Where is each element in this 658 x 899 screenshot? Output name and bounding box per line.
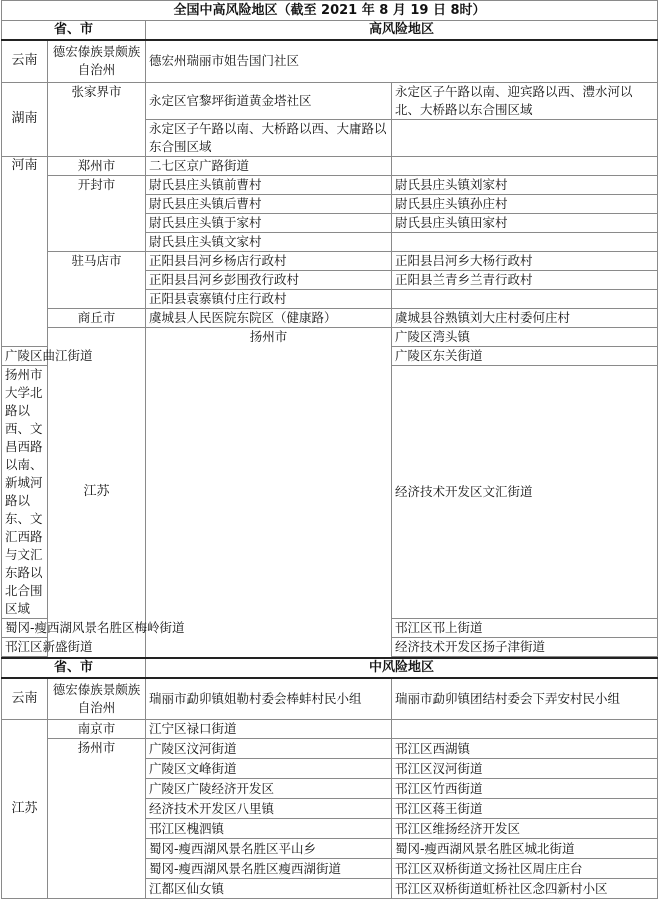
area-cell: 虞城县人民医院东院区（健康路） <box>146 308 392 327</box>
area-cell: 永定区官黎坪街道黄金塔社区 <box>146 82 392 119</box>
area-cell: 邗江区双桥街道虹桥社区念四新村小区 <box>392 879 658 899</box>
table-title: 全国中高风险地区（截至 2021 年 8 月 19 日 8时） <box>2 1 658 21</box>
area-cell: 尉氏县庄头镇孙庄村 <box>392 194 658 213</box>
area-cell: 广陵区汶河街道 <box>146 739 392 759</box>
high-risk-header-region: 省、市 <box>2 21 146 41</box>
province-cell: 江苏 <box>48 327 146 658</box>
area-cell <box>392 119 658 156</box>
area-cell: 瑞丽市勐卯镇团结村委会下弄安村民小组 <box>392 678 658 720</box>
area-cell: 二七区京广路街道 <box>146 156 392 175</box>
area-cell: 邗江区西湖镇 <box>392 739 658 759</box>
area-cell <box>392 289 658 308</box>
area-cell: 永定区子午路以南、大桥路以西、大庸路以东合围区域 <box>146 119 392 156</box>
high-risk-header-areas: 高风险地区 <box>146 21 658 41</box>
area-cell: 江宁区禄口街道 <box>146 720 392 739</box>
province-cell: 云南 <box>2 40 48 82</box>
area-cell <box>392 720 658 739</box>
area-cell: 尉氏县庄头镇前曹村 <box>146 175 392 194</box>
province-cell: 云南 <box>2 678 48 720</box>
city-cell: 开封市 <box>48 175 146 251</box>
city-cell: 商丘市 <box>48 308 146 327</box>
city-cell: 南京市 <box>48 720 146 739</box>
area-cell <box>392 232 658 251</box>
area-cell: 正阳县兰青乡兰青行政村 <box>392 270 658 289</box>
city-cell: 扬州市 <box>146 327 392 658</box>
province-cell: 湖南 <box>2 82 48 156</box>
city-cell: 德宏傣族景颇族自治州 <box>48 678 146 720</box>
area-cell: 尉氏县庄头镇于家村 <box>146 213 392 232</box>
area-cell: 邗江区双桥街道文扬社区周庄庄台 <box>392 859 658 879</box>
area-cell: 邗江区槐泗镇 <box>146 819 392 839</box>
area-cell: 邗江区蒋王街道 <box>392 799 658 819</box>
area-cell: 广陵区东关街道 <box>392 346 658 365</box>
area-cell: 广陵区湾头镇 <box>392 327 658 346</box>
area-cell: 广陵区文峰街道 <box>146 759 392 779</box>
area-cell: 扬州市大学北路以西、文昌西路以南、新城河路以东、文汇西路与文汇东路以北合围区域 <box>2 365 48 618</box>
area-cell: 经济技术开发区文汇街道 <box>392 365 658 618</box>
area-cell: 虞城县谷熟镇刘大庄村委何庄村 <box>392 308 658 327</box>
city-cell: 德宏傣族景颇族自治州 <box>48 40 146 82</box>
area-cell: 正阳县袁寨镇付庄行政村 <box>146 289 392 308</box>
area-cell: 广陵区广陵经济开发区 <box>146 779 392 799</box>
area-cell: 瑞丽市勐卯镇姐勒村委会棒蚌村民小组 <box>146 678 392 720</box>
area-cell: 邗江区新盛街道 <box>2 637 48 656</box>
area-cell: 正阳县吕河乡彭围孜行政村 <box>146 270 392 289</box>
area-cell: 蜀冈-瘦西湖风景名胜区城北街道 <box>392 839 658 859</box>
area-cell: 江都区仙女镇 <box>146 879 392 899</box>
area-cell: 德宏州瑞丽市姐告国门社区 <box>146 40 658 82</box>
area-cell: 蜀冈-瘦西湖风景名胜区平山乡 <box>146 839 392 859</box>
province-cell: 江苏 <box>2 720 48 899</box>
medium-risk-header-region: 省、市 <box>2 658 146 678</box>
area-cell: 邗江区维扬经济开发区 <box>392 819 658 839</box>
area-cell: 尉氏县庄头镇后曹村 <box>146 194 392 213</box>
medium-risk-header-areas: 中风险地区 <box>146 658 658 678</box>
area-cell: 尉氏县庄头镇田家村 <box>392 213 658 232</box>
area-cell <box>392 156 658 175</box>
area-cell: 永定区子午路以南、迎宾路以西、澧水河以北、大桥路以东合围区域 <box>392 82 658 119</box>
area-cell: 尉氏县庄头镇文家村 <box>146 232 392 251</box>
area-cell: 邗江区邗上街道 <box>392 618 658 637</box>
city-cell: 扬州市 <box>48 739 146 899</box>
province-cell: 河南 <box>2 156 48 346</box>
area-cell: 经济技术开发区扬子津街道 <box>392 637 658 656</box>
area-cell: 蜀冈-瘦西湖风景名胜区瘦西湖街道 <box>146 859 392 879</box>
city-cell: 郑州市 <box>48 156 146 175</box>
area-cell: 蜀冈-瘦西湖风景名胜区梅岭街道 <box>2 618 48 637</box>
area-cell: 尉氏县庄头镇刘家村 <box>392 175 658 194</box>
area-cell: 邗江区汊河街道 <box>392 759 658 779</box>
risk-area-table <box>1 0 658 899</box>
area-cell: 正阳县吕河乡杨店行政村 <box>146 251 392 270</box>
area-cell: 广陵区曲江街道 <box>2 346 48 365</box>
area-cell: 正阳县吕河乡大杨行政村 <box>392 251 658 270</box>
area-cell: 经济技术开发区八里镇 <box>146 799 392 819</box>
city-cell: 张家界市 <box>48 82 146 156</box>
city-cell: 驻马店市 <box>48 251 146 308</box>
area-cell: 邗江区竹西街道 <box>392 779 658 799</box>
